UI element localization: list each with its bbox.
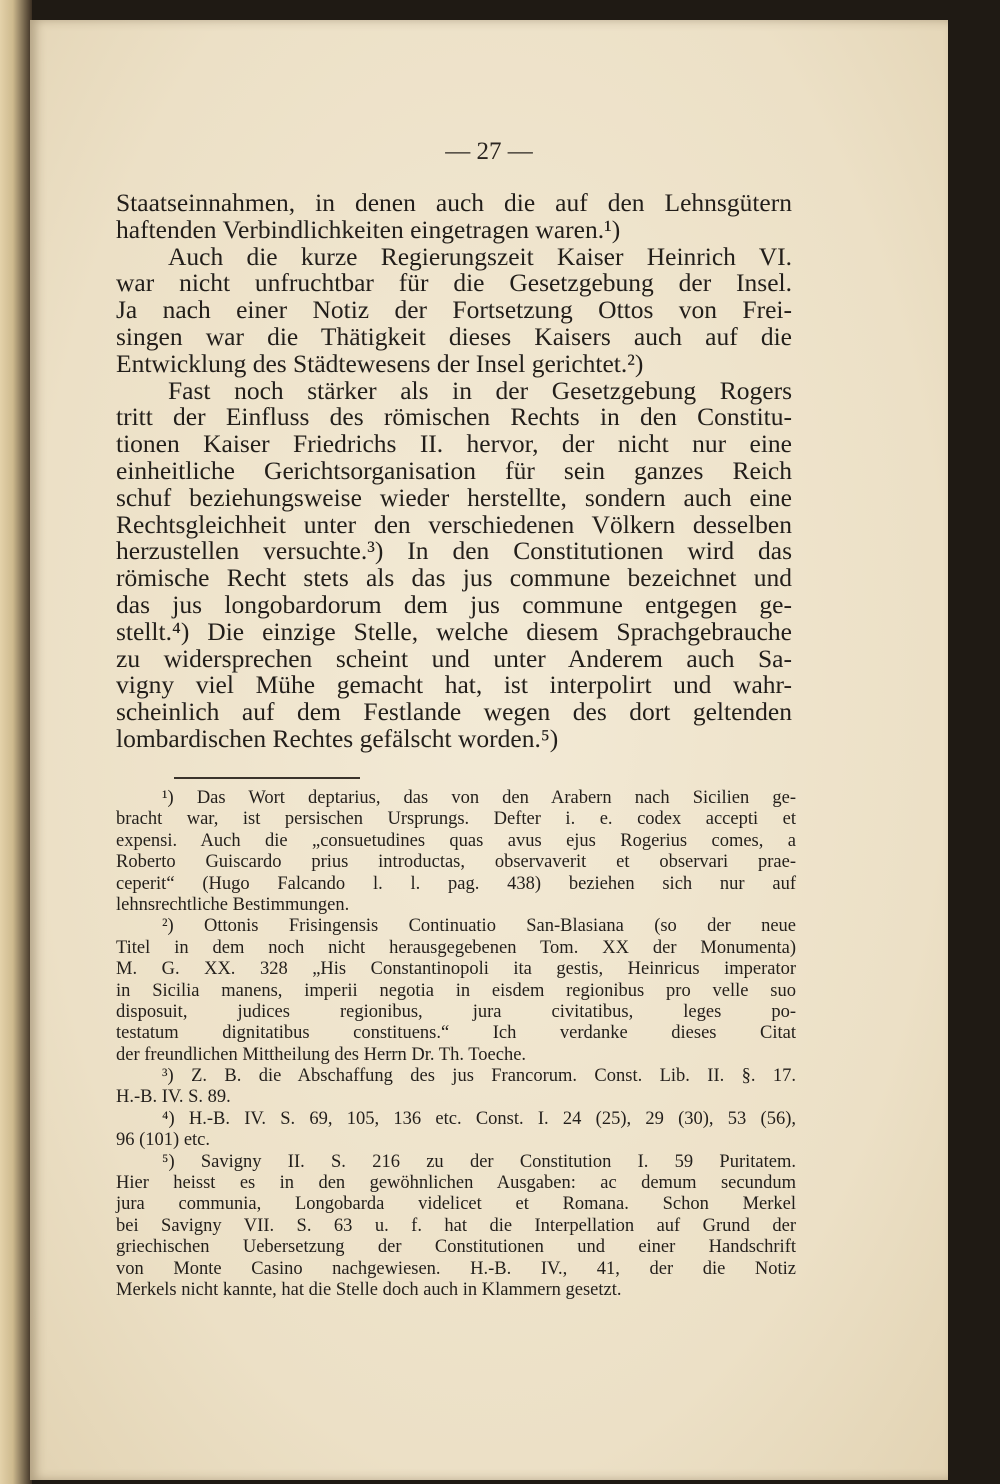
body-line: Entwicklung des Städtewesens der Insel gerichtet.²) (116, 348, 644, 378)
footnote-line: ⁵) Savigny II. S. 216 zu der Constitution I. 59 Puritatem. (162, 1151, 796, 1172)
footnotes (116, 788, 796, 1301)
body-line: stellt.⁴) Die einzige Stelle, welche diesem Sprachgebrauche (116, 616, 792, 646)
body-line: Ja nach einer Notiz der Fortsetzung Ottos von Frei- (116, 295, 792, 325)
body-line: das jus longobardorum dem jus commune entgegen ge- (116, 589, 792, 619)
body-text (116, 190, 792, 753)
body-line: schuf beziehungsweise wieder herstellte, sondern auch eine (116, 482, 792, 512)
footnote-separator (174, 777, 360, 779)
footnote-line: H.-B. IV. S. 89. (116, 1087, 231, 1108)
footnote-line: Hier heisst es in den gewöhnlichen Ausgaben: ac demum secundum (116, 1173, 796, 1194)
body-line: Rechtsgleichheit unter den verschiedenen Völkern desselben (116, 509, 792, 539)
footnote-line: 96 (101) etc. (116, 1130, 211, 1151)
page-gutter-shadow (0, 0, 32, 1484)
body-line: zu widersprechen scheint und unter Anderem auch Sa- (116, 643, 792, 673)
footnote-line: bracht war, ist persischen Ursprungs. Defter i. e. codex accepti et (116, 809, 796, 830)
footnote-line: M. G. XX. 328 „His Constantinopoli ita gestis, Heinricus imperator (116, 959, 796, 980)
body-line: Auch die kurze Regierungszeit Kaiser Heinrich VI. (168, 241, 792, 271)
body-line: lombardischen Rechtes gefälscht worden.⁵) (116, 723, 559, 753)
body-line: einheitliche Gerichtsorganisation für sein ganzes Reich (116, 455, 792, 485)
footnote-line: der freundlichen Mittheilung des Herrn Dr. Th. Toeche. (116, 1044, 527, 1065)
body-line: tionen Kaiser Friedrichs II. hervor, der nicht nur eine (116, 429, 792, 459)
body-line: römische Recht stets als das jus commune bezeichnet und (116, 563, 792, 593)
body-line: singen war die Thätigkeit dieses Kaisers auch auf die (116, 321, 792, 351)
footnote-line: Titel in dem noch nicht herausgegebenen Tom. XX der Monumenta) (116, 937, 796, 958)
footnote-line: von Monte Casino nachgewiesen. H.-B. IV., 41, der die Notiz (116, 1258, 796, 1279)
footnote-line: Roberto Guiscardo prius introductas, observaverit et observari prae- (116, 852, 796, 873)
footnote-line: expensi. Auch die „consuetudines quas avus ejus Rogerius comes, a (116, 830, 796, 851)
page-number: — 27 — (445, 138, 533, 165)
body-line: scheinlich auf dem Festlande wegen des dort geltenden (116, 697, 792, 727)
footnote-line: jura communia, Longobarda videlicet et Romana. Schon Merkel (116, 1194, 796, 1215)
footnote-line: ³) Z. B. die Abschaffung des jus Francorum. Const. Lib. II. §. 17. (162, 1066, 796, 1087)
body-line: herzustellen versuchte.³) In den Constitutionen wird das (116, 536, 792, 566)
footnote-line: ¹) Das Wort deptarius, das von den Arabern nach Sicilien ge- (162, 788, 796, 808)
footnote-line: griechischen Uebersetzung der Constitutionen und einer Handschrift (116, 1237, 796, 1258)
body-line: Fast noch stärker als in der Gesetzgebung Rogers (168, 375, 792, 405)
body-line: Staatseinnahmen, in denen auch die auf den Lehnsgütern (116, 188, 792, 217)
footnote-line: ⁴) H.-B. IV. S. 69, 105, 136 etc. Const. I. 24 (25), 29 (30), 53 (56), (162, 1108, 796, 1129)
footnote-line: bei Savigny VII. S. 63 u. f. hat die Interpellation auf Grund der (116, 1215, 796, 1236)
footnote-line: lehnsrechtliche Bestimmungen. (116, 894, 350, 915)
body-line: tritt der Einfluss des römischen Rechts in den Constitu- (116, 402, 792, 432)
body-line: vigny viel Mühe gemacht hat, ist interpolirt und wahr- (116, 670, 792, 700)
footnote-line: in Sicilia manens, imperii negotia in eisdem regionibus pro velle suo (116, 980, 796, 1001)
footnote-line: ceperit“ (Hugo Falcando l. l. pag. 438) beziehen sich nur auf (116, 873, 796, 894)
footnote-line: testatum dignitatibus constituens.“ Ich verdanke dieses Citat (116, 1023, 796, 1044)
body-line: haftenden Verbindlichkeiten eingetragen waren.¹) (116, 214, 621, 244)
body-line: war nicht unfruchtbar für die Gesetzgebung der Insel. (116, 268, 792, 298)
footnote-line: disposuit, judices regionibus, jura civitatibus, leges po- (116, 1001, 796, 1022)
footnote-line: ²) Ottonis Frisingensis Continuatio San-Blasiana (so der neue (162, 916, 796, 937)
footnote-line: Merkels nicht kannte, hat die Stelle doch auch in Klammern gesetzt. (116, 1279, 622, 1300)
